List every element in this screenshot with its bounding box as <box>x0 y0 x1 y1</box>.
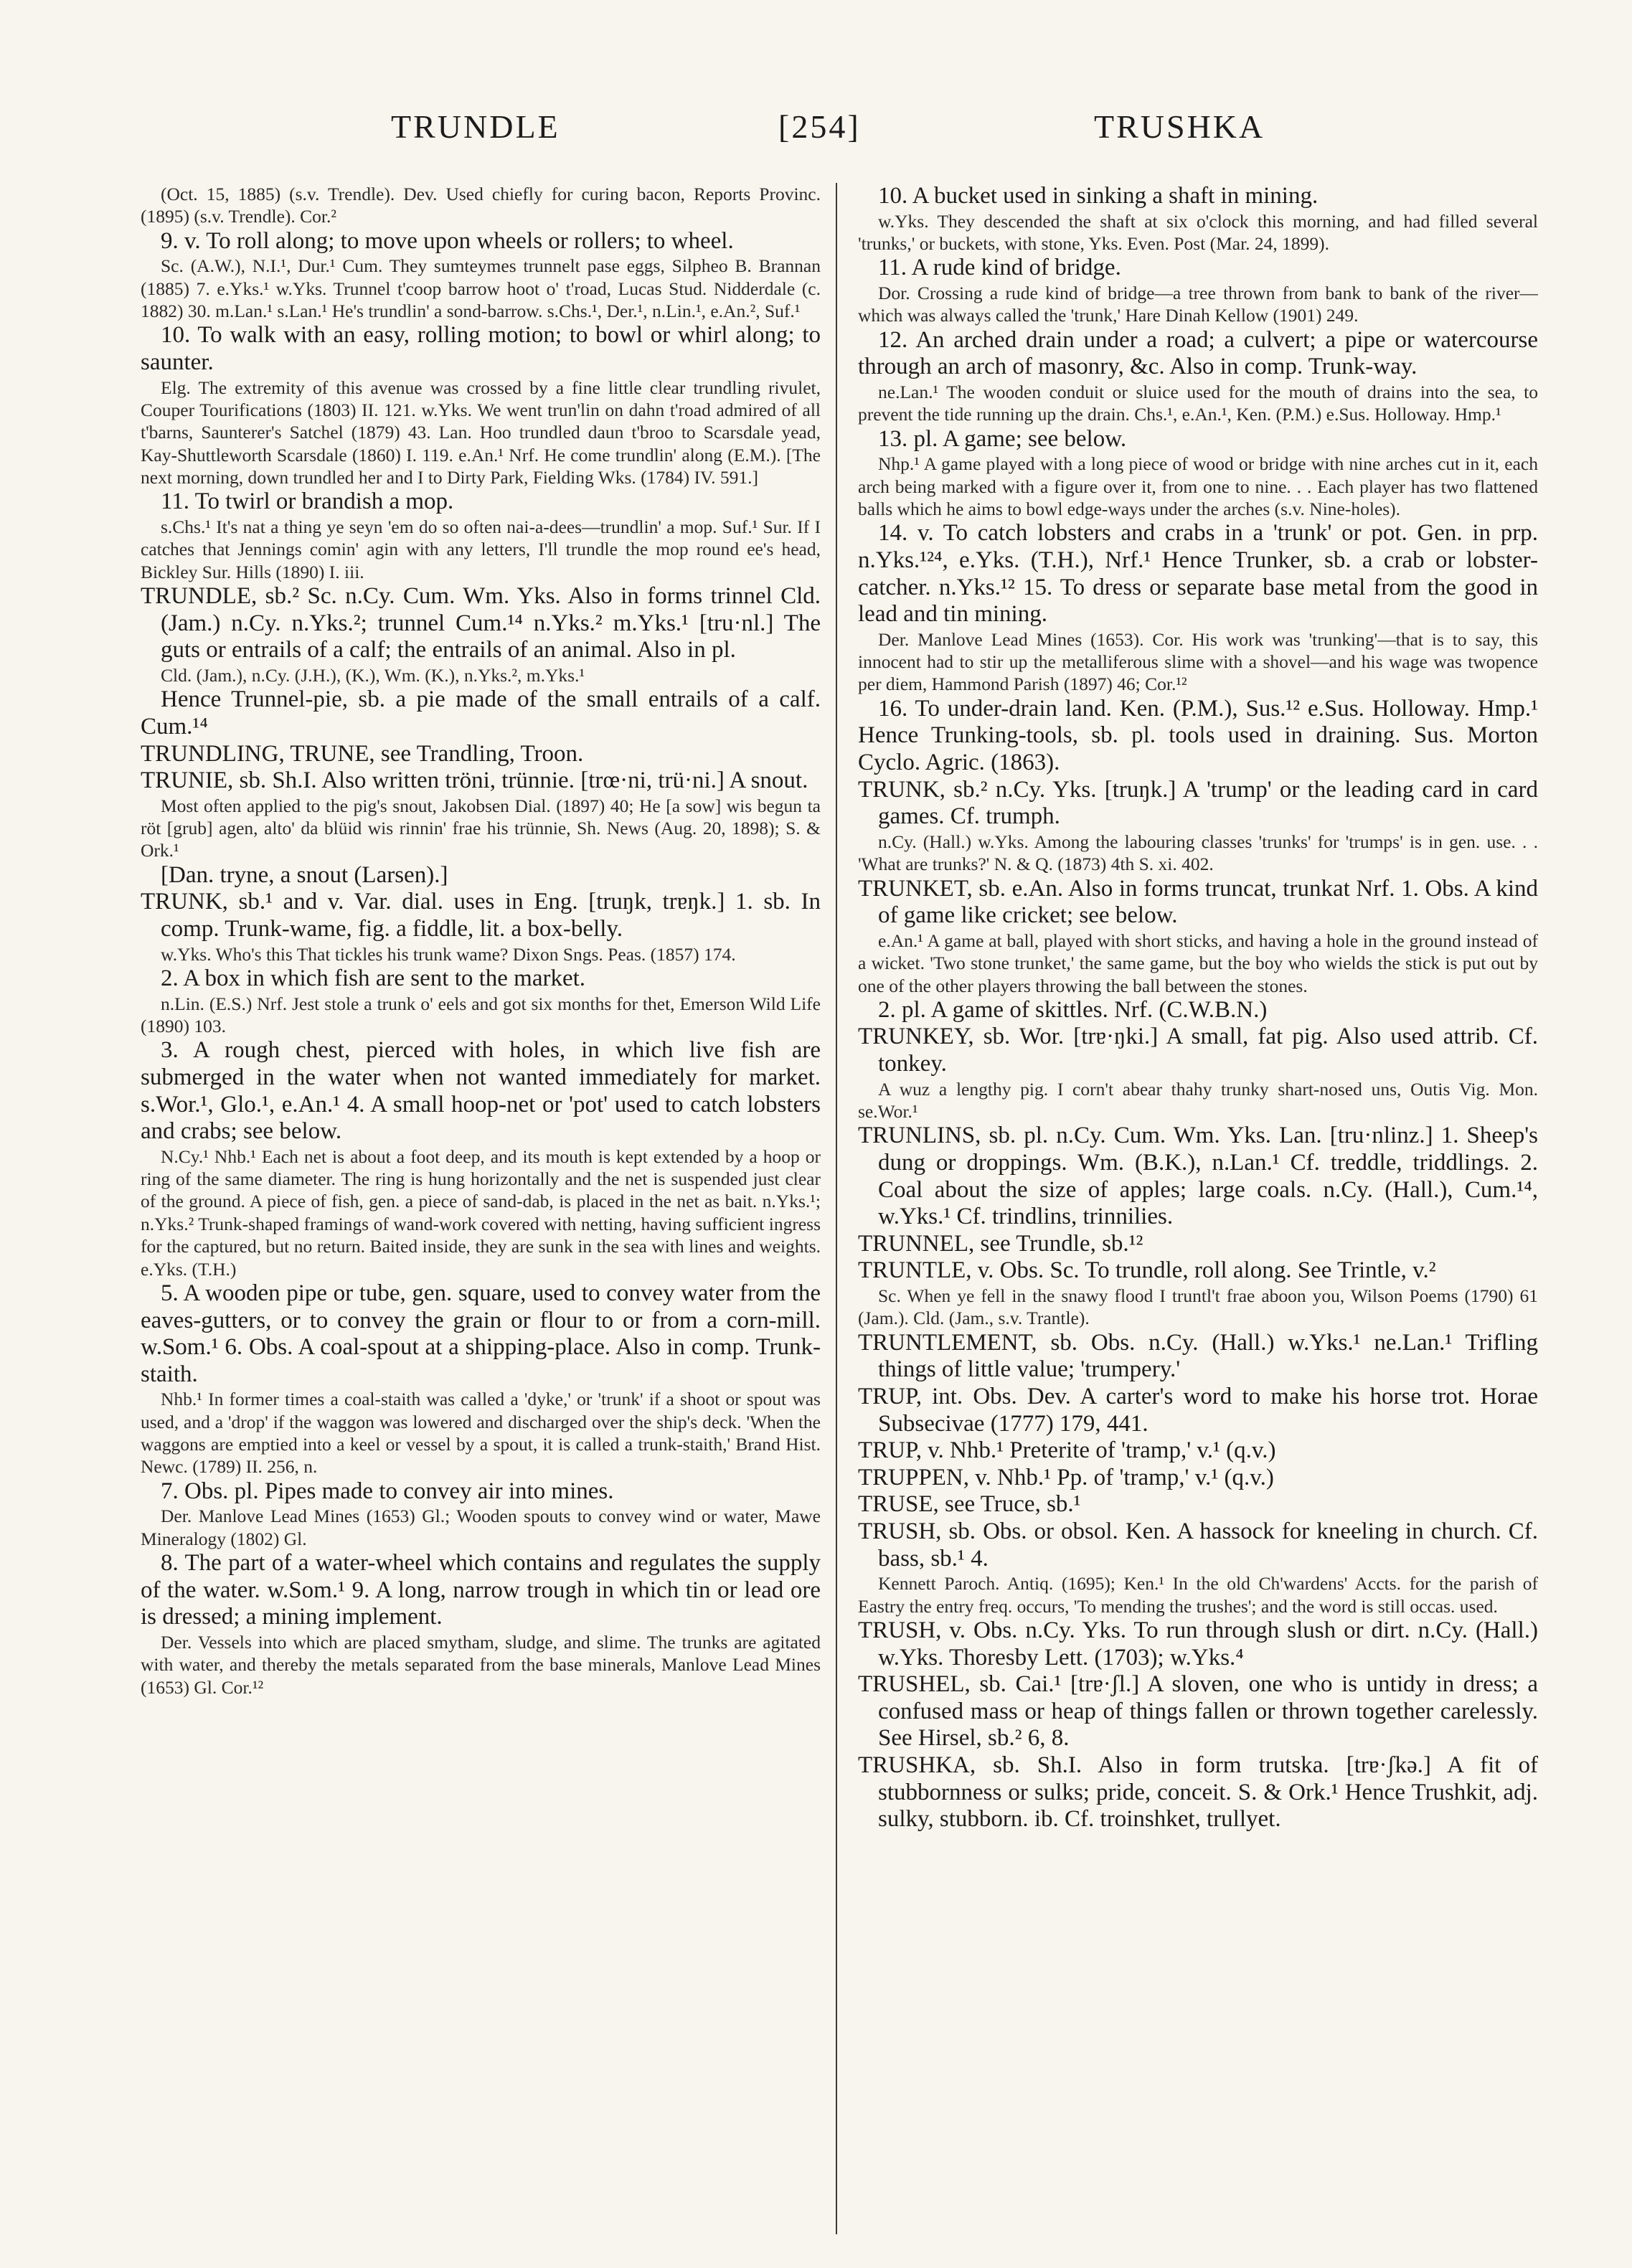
sense-paragraph: Hence Trunnel-pie, sb. a pie made of the small entrails of a calf. Cum.¹⁴ <box>141 686 821 740</box>
entry-paragraph: TRUSE, see Truce, sb.¹ <box>858 1491 1081 1518</box>
sense-paragraph: 14. v. To catch lobsters and crabs in a 'trunk' or pot. Gen. in prp. n.Yks.¹²⁴, e.Yks. (T.H.), Nrf.¹ Hence Trunker, sb. a crab or lobster-catcher. n.Yks.¹² 15. To dress or separate base metal from the good in lead and tin mining. <box>858 520 1538 628</box>
citation-paragraph: Elg. The extremity of this avenue was crossed by a fine little clear trundling rivulet, Couper Tourifications (1803) II. 121. w.Yks. We went trun'lin on dahn t'road admired of all t'barns, Saunterer's Satchel (1879) 43. Lan. Hoo trundled daun t'broo to Scarsdale yead, Kay-Shuttleworth Scarsdale (1860) I. 119. e.An.¹ Nrf. He come trundlin' along (E.M.). [The next morning, down trundled her and I to Dirty Park, Fielding Wks. (1784) IV. 591.] <box>141 377 821 488</box>
citation-paragraph: Sc. (A.W.), N.I.¹, Dur.¹ Cum. They sumteymes trunnelt pase eggs, Silpheo B. Brannan (1885) 7. e.Yks.¹ w.Yks. Trunnel t'coop barrow hoot o' t'road, Lucas Stud. Nidderdale (c. 1882) 30. m.Lan.¹ s.Lan.¹ He's trundlin' a sond-barrow. s.Chs.¹, Der.¹, n.Lin.¹, e.An.², Suf.¹ <box>141 255 821 322</box>
entry-paragraph: TRUNDLING, TRUNE, see Trandling, Troon. <box>141 740 584 767</box>
entry-paragraph: TRUNKEY, sb. Wor. [trɐ·ŋki.] A small, fat pig. Also used attrib. Cf. tonkey. <box>858 1024 1538 1077</box>
citation-paragraph: (Oct. 15, 1885) (s.v. Trendle). Dev. Used chiefly for curing bacon, Reports Provinc. (1895) (s.v. Trendle). Cor.² <box>141 184 821 227</box>
citation-paragraph: w.Yks. Who's this That tickles his trunk wame? Dixon Sngs. Peas. (1857) 174. <box>161 943 736 965</box>
sense-paragraph: 10. To walk with an easy, rolling motion; to bowl or whirl along; to saunter. <box>141 322 821 376</box>
citation-paragraph: Dor. Crossing a rude kind of bridge—a tree thrown from bank to bank of the river—which was always called the 'trunk,' Hare Dinah Kellow (1901) 249. <box>858 282 1538 326</box>
sense-paragraph: 5. A wooden pipe or tube, gen. square, used to convey water from the eaves-gutters, or to convey the grain or flour to or from a corn-mill. w.Som.¹ 6. Obs. A coal-spout at a shipping-place. Also in comp. Trunk-staith. <box>141 1280 821 1387</box>
sense-paragraph: 3. A rough chest, pierced with holes, in which live fish are submerged in the water when not wanted immediately for market. s.Wor.¹, Glo.¹, e.An.¹ 4. A small hoop-net or 'pot' used to catch lobsters and crabs; see below. <box>141 1037 821 1145</box>
citation-paragraph: e.An.¹ A game at ball, played with short sticks, and having a hole in the ground instead of a wicket. 'Two stone trunket,' the same game, but the boy who wields the stick is put out by one of the other players throwing the ball between the stones. <box>858 930 1538 996</box>
entry-paragraph: TRUNIE, sb. Sh.I. Also written tröni, trünnie. [trœ·ni, trü·ni.] A snout. <box>141 767 808 794</box>
column-divider <box>836 183 837 2234</box>
entry-paragraph: TRUSH, v. Obs. n.Cy. Yks. To run through slush or dirt. n.Cy. (Hall.) w.Yks. Thoresby Lett. (1703); w.Yks.⁴ <box>858 1617 1538 1671</box>
left-column <box>141 183 821 2249</box>
entry-paragraph: TRUSHEL, sb. Cai.¹ [trɐ·ʃl.] A sloven, one who is untidy in dress; a confused mass or heap of things fallen or thrown together carelessly. See Hirsel, sb.² 6, 8. <box>858 1671 1538 1752</box>
sense-paragraph: 8. The part of a water-wheel which contains and regulates the supply of the water. w.Som.¹ 9. A long, narrow trough in which tin or lead ore is dressed; a mining implement. <box>141 1550 821 1630</box>
citation-paragraph: Kennett Paroch. Antiq. (1695); Ken.¹ In the old Ch'wardens' Accts. for the parish of Eastry the entry freq. occurs, 'To mending the trushes'; and the word is still occas. used. <box>858 1573 1538 1617</box>
sense-paragraph: 9. v. To roll along; to move upon wheels or rollers; to wheel. <box>161 227 734 254</box>
citation-paragraph: N.Cy.¹ Nhb.¹ Each net is about a foot deep, and its mouth is kept extended by a hoop or ring of the same diameter. The ring is hung horizontally and the net is suspended just clear of the ground. A piece of fish, gen. a piece of sand-dab, is placed in the net as bait. n.Yks.¹; n.Yks.² Trunk-shaped framings of wand-work covered with netting, having sufficient ingress for the captured, but no return. Baited inside, they are sunk in the sea with lines and weights. e.Yks. (T.H.) <box>141 1145 821 1280</box>
citation-paragraph: ne.Lan.¹ The wooden conduit or sluice used for the mouth of drains into the sea, to prevent the tide running up the drain. Chs.¹, e.An.¹, Ken. (P.M.) e.Sus. Holloway. Hmp.¹ <box>858 381 1538 425</box>
entry-paragraph: TRUNTLEMENT, sb. Obs. n.Cy. (Hall.) w.Yks.¹ ne.Lan.¹ Trifling things of little value; 'trumpery.' <box>858 1329 1538 1383</box>
sense-paragraph: 7. Obs. pl. Pipes made to convey air into mines. <box>161 1478 614 1504</box>
citation-paragraph: A wuz a lengthy pig. I corn't abear thahy trunky shart-nosed uns, Outis Vig. Mon. se.Wor.¹ <box>858 1078 1538 1123</box>
entry-paragraph: TRUNTLE, v. Obs. Sc. To trundle, roll along. See Trintle, v.² <box>858 1257 1436 1284</box>
citation-paragraph: n.Cy. (Hall.) w.Yks. Among the labouring classes 'trunks' for 'trumps' is in gen. use. . . 'What are trunks?' N. & Q. (1873) 4th S. xi. 402. <box>858 831 1538 875</box>
entry-paragraph: TRUNK, sb.¹ and v. Var. dial. uses in Eng. [truŋk, trɐŋk.] 1. sb. In comp. Trunk-wame, fig. a fiddle, lit. a box-belly. <box>141 889 821 942</box>
sense-paragraph: [Dan. tryne, a snout (Larsen).] <box>161 861 448 888</box>
citation-paragraph: Sc. When ye fell in the snawy flood I truntl't frae aboon you, Wilson Poems (1790) 61 (Jam.). Cld. (Jam., s.v. Trantle). <box>858 1285 1538 1329</box>
page-number: [254] <box>778 108 861 145</box>
entry-paragraph: TRUNDLE, sb.² Sc. n.Cy. Cum. Wm. Yks. Also in forms trinnel Cld. (Jam.) n.Cy. n.Yks.²; trunnel Cum.¹⁴ n.Yks.² m.Yks.¹ [tru·nl.] The guts or entrails of a calf; the entrails of an animal. Also in pl. <box>141 583 821 663</box>
sense-paragraph: 2. A box in which fish are sent to the market. <box>161 965 586 991</box>
running-head-left: TRUNDLE <box>391 108 560 145</box>
sense-paragraph: 12. An arched drain under a road; a culvert; a pipe or watercourse through an arch of masonry, &c. Also in comp. Trunk-way. <box>858 326 1538 380</box>
right-column <box>858 183 1538 2249</box>
citation-paragraph: Der. Manlove Lead Mines (1653) Gl.; Wooden spouts to convey wind or water, Mawe Mineralogy (1802) Gl. <box>141 1506 821 1549</box>
citation-paragraph: w.Yks. They descended the shaft at six o'clock this morning, and had filled several 'trunks,' or buckets, with stone, Yks. Even. Post (Mar. 24, 1899). <box>858 210 1538 254</box>
sense-paragraph: 16. To under-drain land. Ken. (P.M.), Sus.¹² e.Sus. Holloway. Hmp.¹ Hence Trunking-tools, sb. pl. tools used in draining. Sus. Morton Cyclo. Agric. (1863). <box>858 695 1538 776</box>
entry-paragraph: TRUP, v. Nhb.¹ Preterite of 'tramp,' v.¹ (q.v.) <box>858 1437 1276 1464</box>
entry-paragraph: TRUNLINS, sb. pl. n.Cy. Cum. Wm. Yks. Lan. [tru·nlinz.] 1. Sheep's dung or droppings. Wm. (B.K.), n.Lan.¹ Cf. treddle, triddlings. 2. Coal about the size of apples; large coals. n.Cy. (Hall.), Cum.¹⁴, w.Yks.¹ Cf. trindlins, trinnilies. <box>858 1123 1538 1230</box>
sense-paragraph: 2. pl. A game of skittles. Nrf. (C.W.B.N.) <box>878 996 1268 1023</box>
citation-paragraph: n.Lin. (E.S.) Nrf. Jest stole a trunk o' eels and got six months for thet, Emerson Wild Life (1890) 103. <box>141 993 821 1036</box>
citation-paragraph: s.Chs.¹ It's nat a thing ye seyn 'em do so often nai-a-dees—trundlin' a mop. Suf.¹ Sur. If I catches that Jennings comin' agin with any letters, I'll trundle the mop round ee's head, Bickley Sur. Hills (1890) I. iii. <box>141 516 821 582</box>
entry-paragraph: TRUNKET, sb. e.An. Also in forms truncat, trunkat Nrf. 1. Obs. A kind of game like cricket; see below. <box>858 875 1538 929</box>
citation-paragraph: Nhp.¹ A game played with a long piece of wood or bridge with nine arches cut in it, each arch being marked with a figure over it, from one to nine. . . Each player has two flattened balls which he aims to bowl edge-ways under the arches (s.v. Nine-holes). <box>858 453 1538 519</box>
entry-paragraph: TRUNNEL, see Trundle, sb.¹² <box>858 1230 1143 1257</box>
entry-paragraph: TRUNK, sb.² n.Cy. Yks. [truŋk.] A 'trump' or the leading card in card games. Cf. trumph. <box>858 776 1538 830</box>
entry-paragraph: TRUP, int. Obs. Dev. A carter's word to make his horse trot. Horae Subsecivae (1777) 179, 441. <box>858 1384 1538 1437</box>
sense-paragraph: 10. A bucket used in sinking a shaft in mining. <box>878 183 1319 209</box>
running-head-right: TRUSHKA <box>1094 108 1265 145</box>
sense-paragraph: 11. To twirl or brandish a mop. <box>161 488 454 515</box>
entry-paragraph: TRUSHKA, sb. Sh.I. Also in form trutska. [trɐ·ʃkə.] A fit of stubbornness or sulks; pride, conceit. S. & Ork.¹ Hence Trushkit, adj. sulky, stubborn. ib. Cf. troinshket, trullyet. <box>858 1752 1538 1833</box>
page-header <box>0 108 1632 158</box>
citation-paragraph: Der. Manlove Lead Mines (1653). Cor. His work was 'trunking'—that is to say, this innocent had to stir up the metalliferous slime with a shovel—and his wage was twopence per diem, Hammond Parish (1897) 46; Cor.¹² <box>858 628 1538 695</box>
entry-paragraph: TRUSH, sb. Obs. or obsol. Ken. A hassock for kneeling in church. Cf. bass, sb.¹ 4. <box>858 1518 1538 1572</box>
entry-paragraph: TRUPPEN, v. Nhb.¹ Pp. of 'tramp,' v.¹ (q.v.) <box>858 1464 1274 1490</box>
sense-paragraph: 13. pl. A game; see below. <box>878 425 1127 452</box>
citation-paragraph: Most often applied to the pig's snout, Jakobsen Dial. (1897) 40; He [a sow] wis begun ta röt [grub] agen, alto' da blüid wis rinnin' frae his trünnie, Sh. News (Aug. 20, 1898); S. & Ork.¹ <box>141 795 821 861</box>
citation-paragraph: Nhb.¹ In former times a coal-staith was called a 'dyke,' or 'trunk' if a shoot or spout was used, and a 'drop' if the waggon was lowered and discharged over the ship's deck. 'When the waggons are emptied into a keel or vessel by a spout, it is called a trunk-staith,' Brand Hist. Newc. (1789) II. 256, n. <box>141 1389 821 1478</box>
citation-paragraph: Der. Vessels into which are placed smytham, sludge, and slime. The trunks are agitated with water, and thereby the metals separated from the base minerals, Manlove Lead Mines (1653) Gl. Cor.¹² <box>141 1631 821 1698</box>
citation-paragraph: Cld. (Jam.), n.Cy. (J.H.), (K.), Wm. (K.), n.Yks.², m.Yks.¹ <box>161 664 585 686</box>
sense-paragraph: 11. A rude kind of bridge. <box>878 255 1121 281</box>
